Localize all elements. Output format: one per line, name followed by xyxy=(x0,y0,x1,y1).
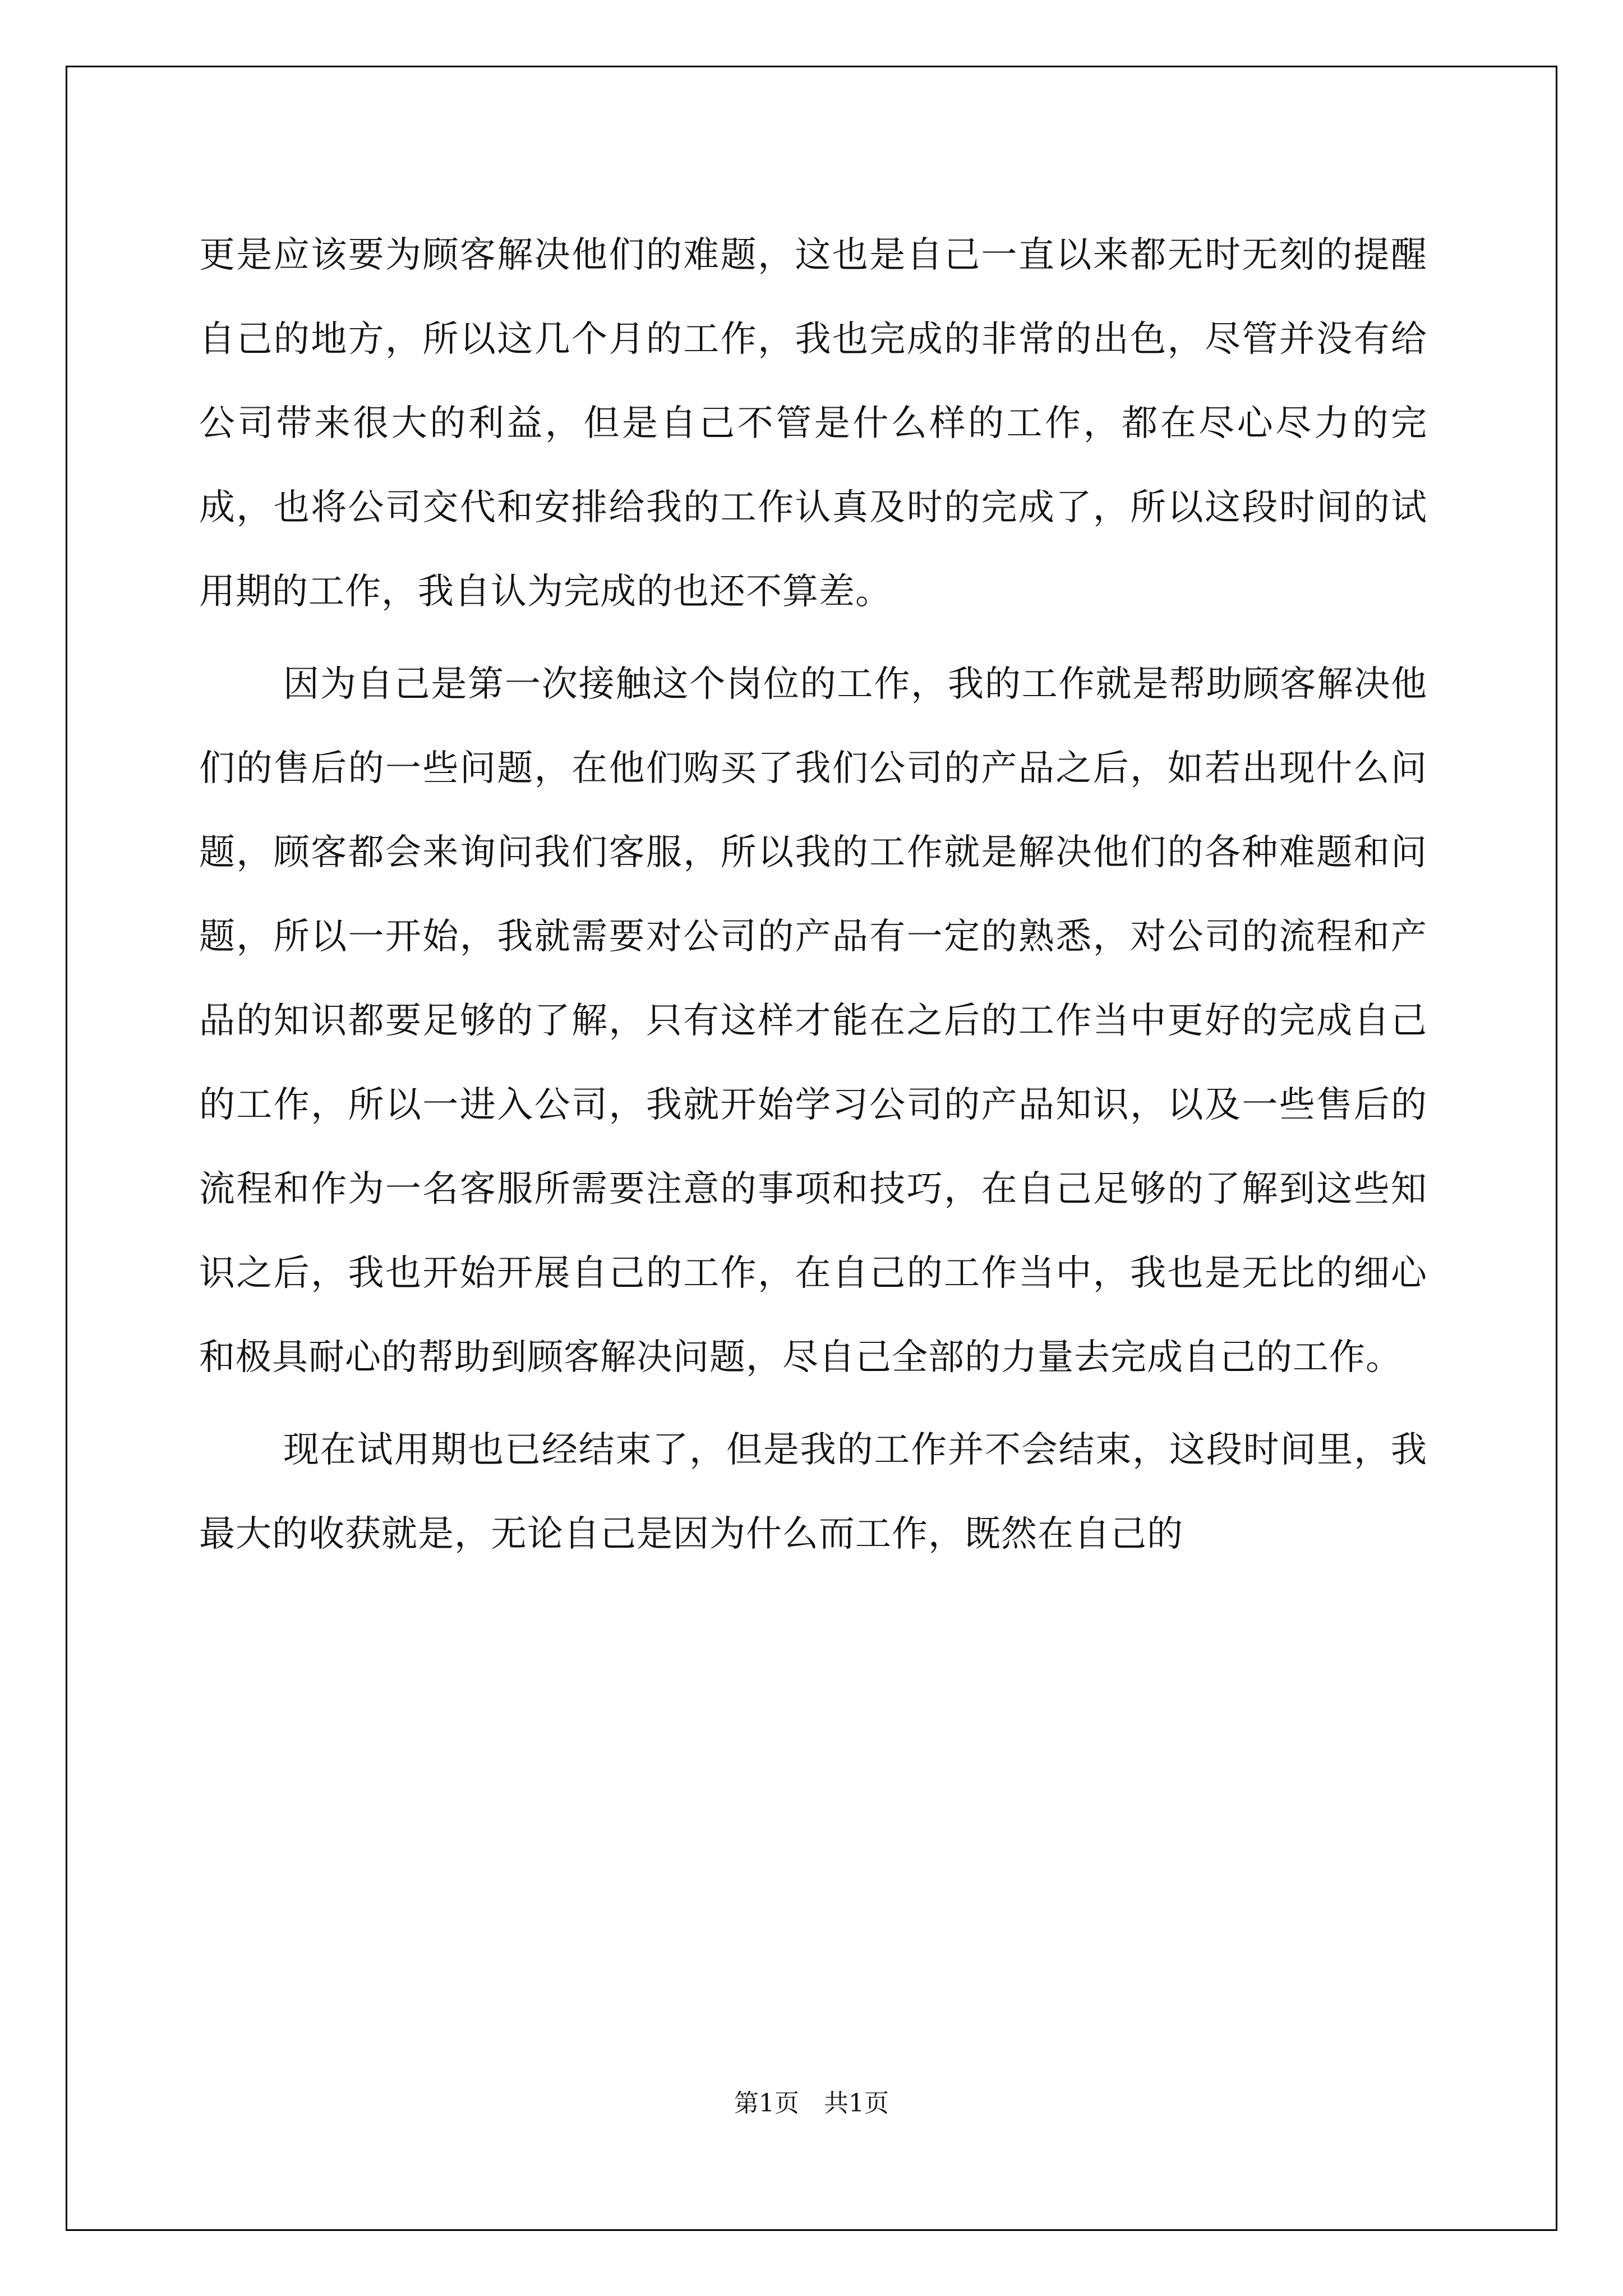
paragraph-3: 现在试用期也已经结束了，但是我的工作并不会结束，这段时间里，我最大的收获就是，无论自己是因为什么而工作，既然在自己的 xyxy=(199,1429,1427,1555)
paragraph-1: 更是应该要为顾客解决他们的难题，这也是自己一直以来都无时无刻的提醒自己的地方，所以这几个月的工作，我也完成的非常的出色，尽管并没有给公司带来很大的利益，但是自己不管是什么样的工作，都在尽心尽力的完成，也将公司交代和安排给我的工作认真及时的完成了，所以这段时间的试用期的工作，我自认为完成的也还不算差。 xyxy=(199,234,1427,613)
document-body xyxy=(199,213,1427,1576)
page-number-footer: 第1页 共1页 xyxy=(734,2089,889,2118)
paragraph-2: 因为自己是第一次接触这个岗位的工作，我的工作就是帮助顾客解决他们的售后的一些问题，在他们购买了我们公司的产品之后，如若出现什么问题，顾客都会来询问我们客服，所以我的工作就是解决他们的各种难题和问题，所以一开始，我就需要对公司的产品有一定的熟悉，对公司的流程和产品的知识都要足够的了解，只有这样才能在之后的工作当中更好的完成自己的工作，所以一进入公司，我就开始学习公司的产品知识，以及一些售后的流程和作为一名客服所需要注意的事项和技巧，在自己足够的了解到这些知识之后，我也开始开展自己的工作，在自己的工作当中，我也是无比的细心和极具耐心的帮助到顾客解决问题，尽自己全部的力量去完成自己的工作。 xyxy=(199,664,1427,1378)
